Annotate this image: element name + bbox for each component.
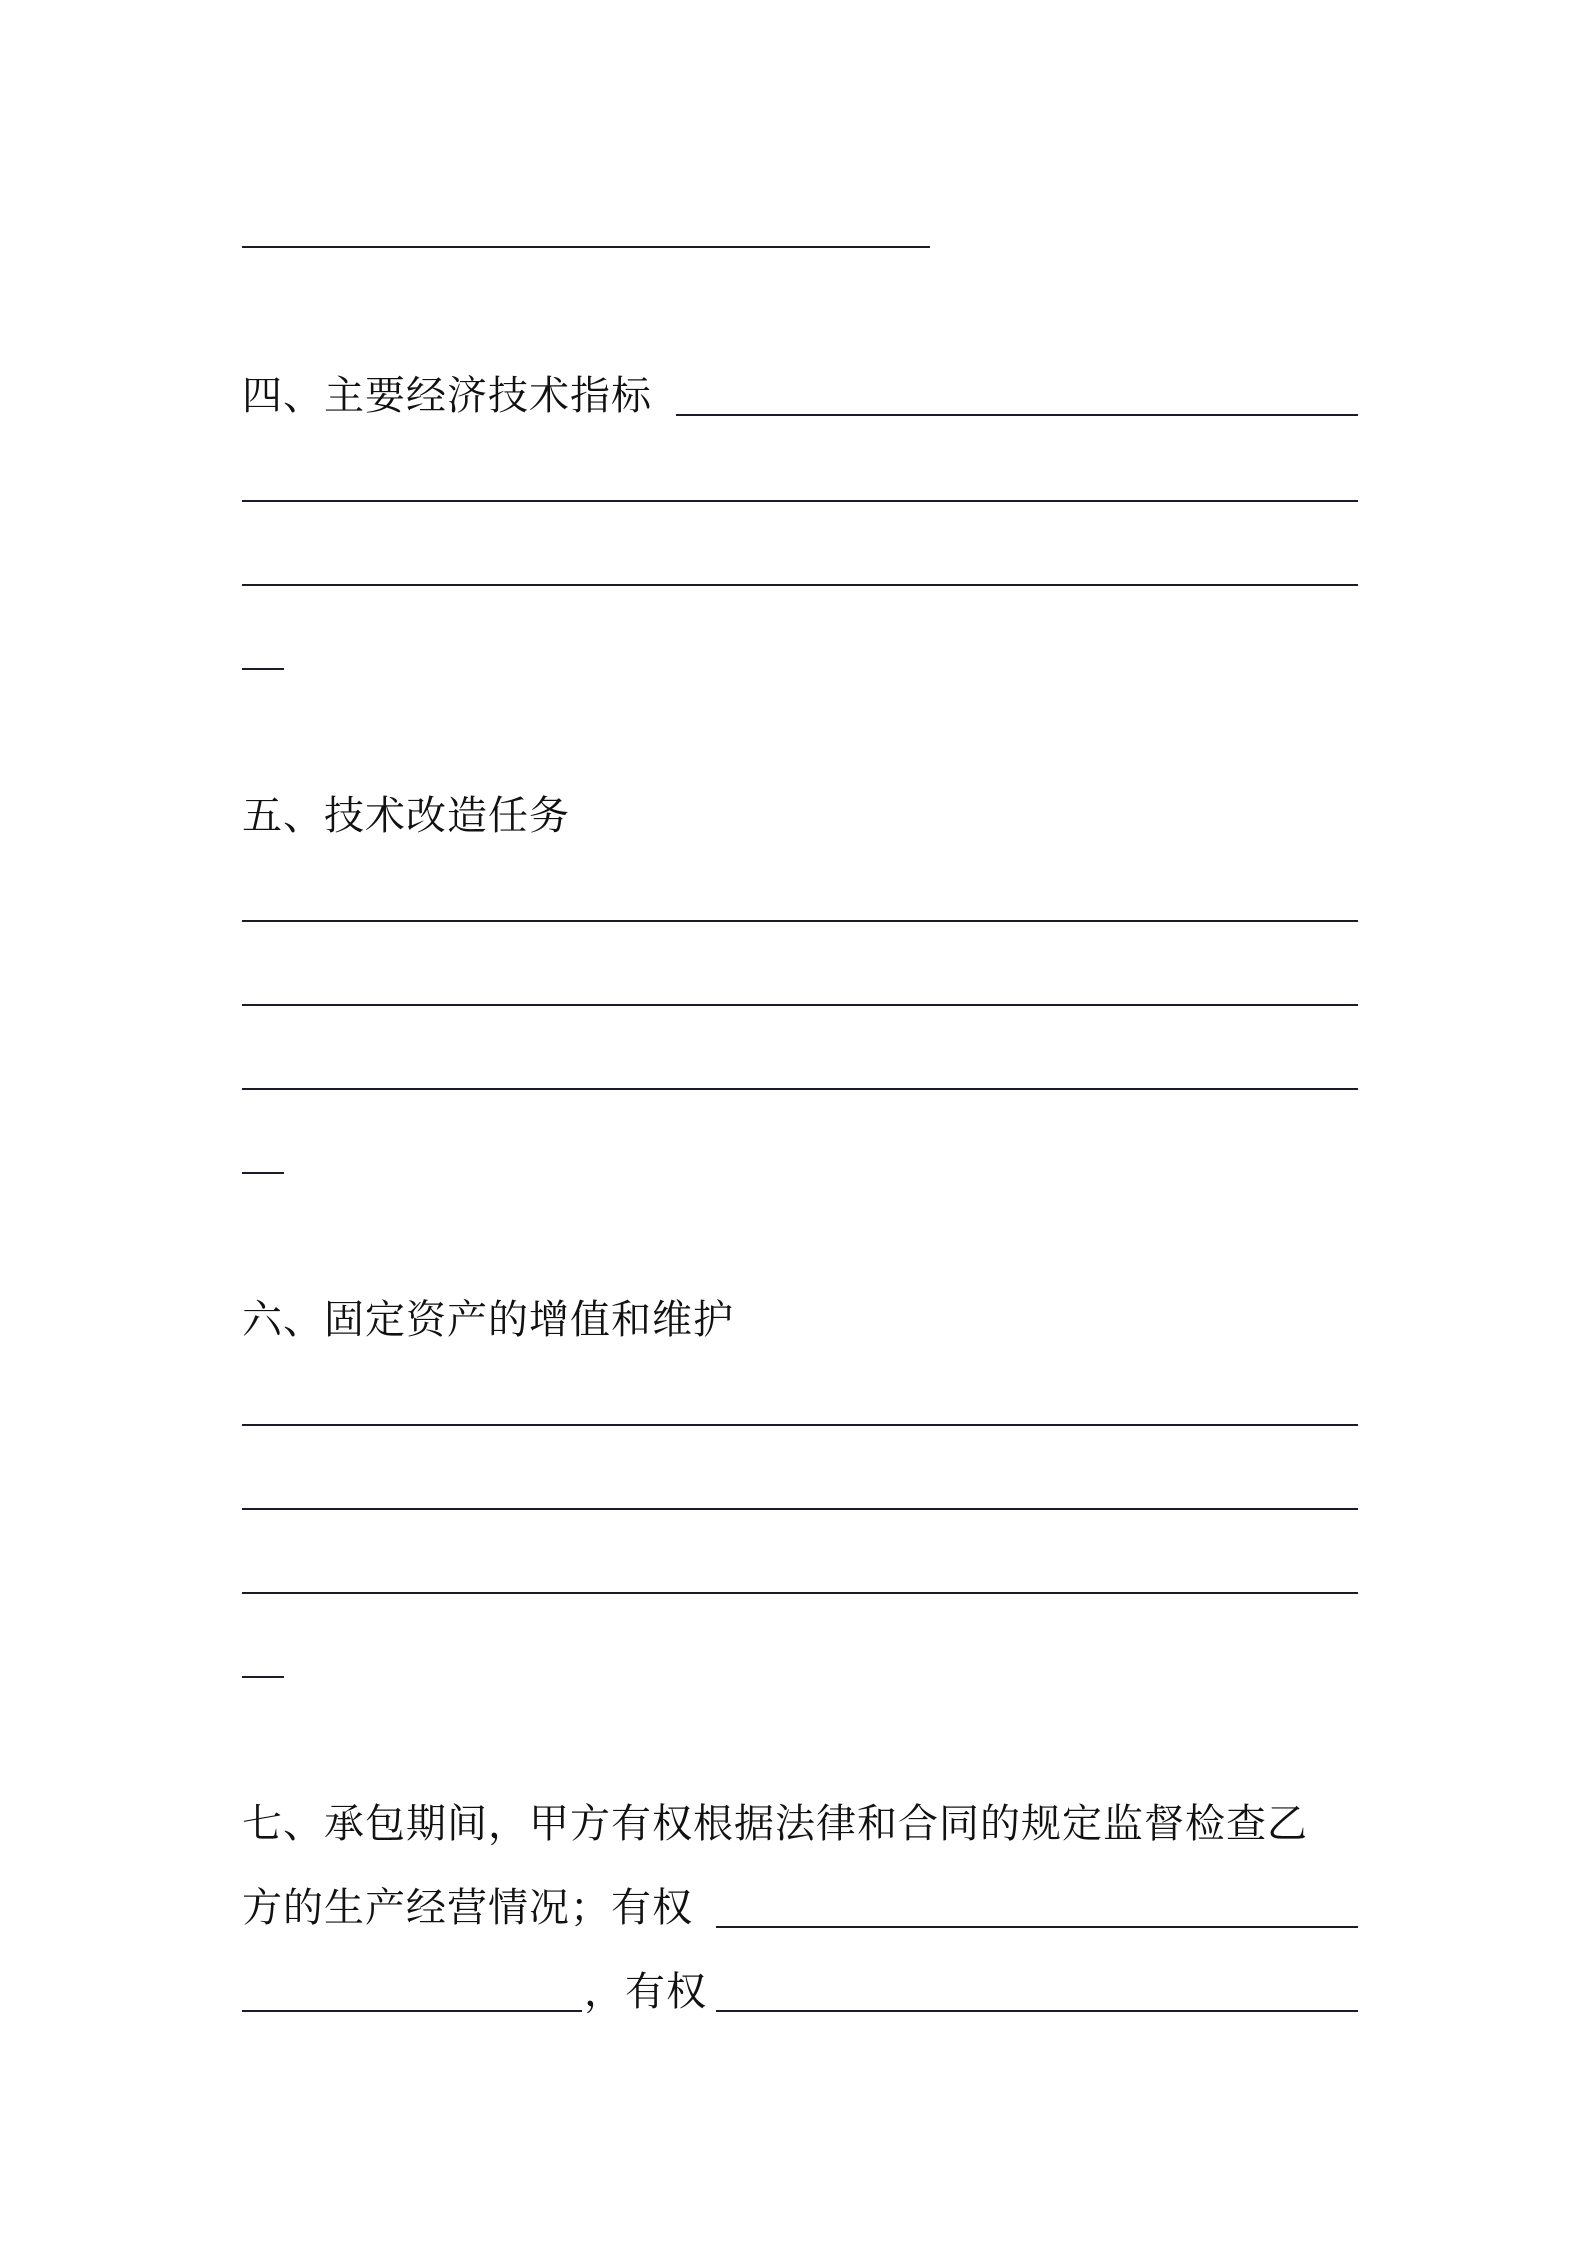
blank-line <box>716 2010 1358 2012</box>
blank-line <box>242 1172 284 1174</box>
section-heading: 四、主要经济技术指标 <box>242 373 652 419</box>
blank-line <box>242 246 930 248</box>
blank-line <box>242 2010 582 2012</box>
blank-line <box>242 584 1358 586</box>
blank-line <box>242 1592 1358 1594</box>
blank-line <box>676 414 1358 416</box>
section-heading: 五、技术改造任务 <box>242 793 570 839</box>
blank-line <box>716 1926 1358 1928</box>
blank-line <box>242 668 284 670</box>
section-paragraph-line: 七、承包期间，甲方有权根据法律和合同的规定监督检查乙 <box>242 1801 1308 1847</box>
blank-line <box>242 1004 1358 1006</box>
blank-line <box>242 920 1358 922</box>
section-paragraph-line: 方的生产经营情况；有权 <box>242 1885 693 1931</box>
blank-line <box>242 1424 1358 1426</box>
blank-line <box>242 1508 1358 1510</box>
section-heading: 六、固定资产的增值和维护 <box>242 1297 734 1343</box>
section-paragraph-line: ，有权 <box>584 1969 707 2015</box>
blank-line <box>242 1088 1358 1090</box>
blank-line <box>242 500 1358 502</box>
blank-line <box>242 1676 284 1678</box>
